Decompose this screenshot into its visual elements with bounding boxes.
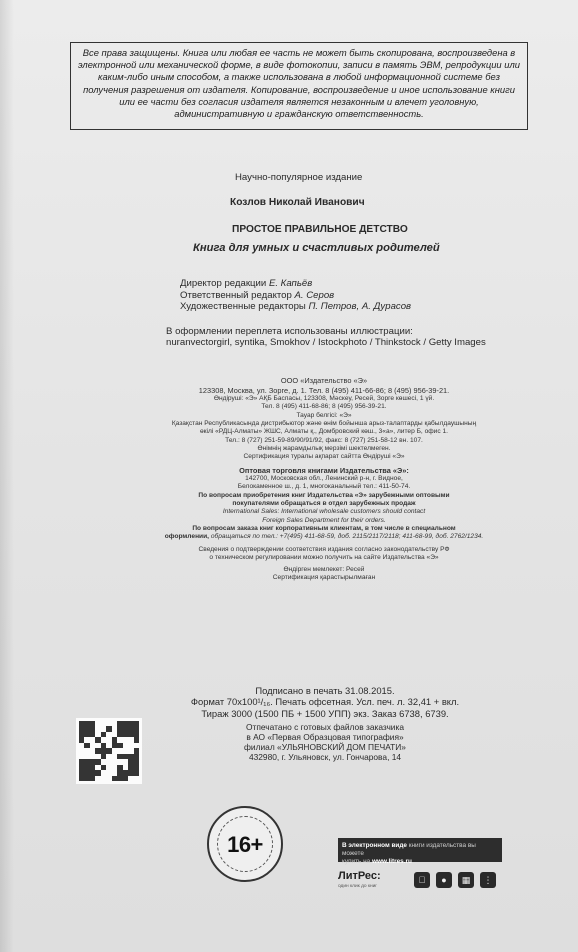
age-rating-text: 16+: [227, 832, 263, 857]
blackberry-icon: ⋮: [480, 872, 496, 888]
book-subtitle: Книга для умных и счастливых родителей: [193, 242, 440, 254]
copyright-notice-text: Все права защищены. Книга или любая ее часть не может быть скопирована, воспроизведена в электронной или механической форме, в виде фотокопии, записи в память ЭВМ, репродукции или каким-либо иным способом, а также использована в любой информационной системе без получения разрешения от издателя. Копирование, воспроизведение и иное использование книги или ее части без согласия издателя является незаконным и влечет уголовную, административную и гражданскую ответственность.: [78, 47, 520, 120]
credit-director: Директор редакции Е. Капьёв: [180, 278, 313, 289]
credit-art-editors: Художественные редакторы П. Петров, А. Дурасов: [180, 301, 412, 313]
litres-row: [338, 866, 502, 900]
qr-cell: [134, 776, 139, 781]
publisher-address: 123308, Москва, ул. Зорге, д. 1. Тел. 8 (495) 411-66-86; 8 (495) 956-39-21.: [198, 385, 450, 395]
illustrations-credit: В оформлении переплета использованы иллюстрации: nuranvectorgirl, syntika, Smokhov / Istockphoto / Thinkstock / Getty Images: [166, 326, 486, 349]
qr-code: [76, 718, 142, 784]
litres-logo: ЛитРес:: [338, 870, 381, 882]
apple-icon: [414, 872, 430, 888]
copyright-notice-box: [70, 42, 528, 130]
publisher-name: ООО «Издательство «Э»: [280, 376, 368, 385]
litres-link[interactable]: www.litres.ru: [372, 858, 412, 865]
publisher-imprint: ООО «Издательство «Э» 123308, Москва, ул. Зорге, д. 1. Тел. 8 (495) 411-66-86; 8 (495) 956-39-21. Өндіруші: «Э» АҚБ Баспасы, 123308, Мәскеу, Ресей, Зорге көшесі, 1 үй. Тел. 8 (495) 411-68-86; 8 (495) 956-39-21. Тауар белгісі: «Э» Қазақстан Республикасында дистрибьютор және өнім бойынша арыз-талаптарды қабылдаушының өкілі «РДЦ-Алматы» ЖШС, Алматы қ., Домбровский көш., 3«а», литер Б, офис 1. Тел.: 8 (727) 251-59-89/90/91/92, факс: 8 (727) 251-58-12 вн. 107. Өнімнің жарамдылық мерзімі шектелмеген. Сертификация туралы ақпарат сайтта Өндіруші «Э» Оптовая торговля книгами Издательства «Э»: 142700, Московская обл., Ленинский р-н, г. Видное, Белокаменное ш., д. 1, многоканальный тел.: 411-50-74. По вопросам приобретения книг Издательства «Э» зарубежными оптовыми покупателями обращаться в отдел зарубежных продаж International Sales: International wholesale customers should contact Foreign Sales Department for their orders. По вопросам заказа книг корпоративным клиентам, в том числе в специальном оформлении, обращаться по тел.: +7(495) 411-68-59, доб. 2115/2117/2118; 411-68-99, доб. 2762/1234. Сведения о подтверждении соответствия издания согласно законодательству РФ о техническом регулировании можно получить на сайте Издательства «Э» Өндірген мемлекет: Ресей Сертификация қарастырылмаған: [134, 376, 514, 583]
corporate-phone: оформлении, обращаться по тел.: +7(495) 411-68-59, доб. 2115/2117/2118; 411-68-99, доб. 2762/1234.: [164, 533, 484, 541]
author-name: Козлов Николай Иванович: [230, 197, 365, 208]
litres-tagline: один клик до книг: [338, 884, 378, 889]
android-icon: ●: [436, 872, 452, 888]
book-title: ПРОСТОЕ ПРАВИЛЬНОЕ ДЕТСТВО: [232, 224, 408, 235]
print-details: Подписано в печать 31.08.2015. Формат 70x100¹/₁₆. Печать офсетная. Усл. печ. л. 32,41 + вкл. Тираж 3000 (1500 ПБ + 1500 УПП) экз. Заказ 6738, 6739.: [190, 685, 460, 719]
genre-label: Научно-популярное издание: [235, 172, 363, 183]
ebook-banner: В электронном виде книги издательства вы можете купить на www.litres.ru: [338, 838, 502, 862]
credit-editor: Ответственный редактор А. Серов: [180, 289, 335, 301]
windows-icon: ▦: [458, 872, 474, 888]
wholesale-title: Оптовая торговля книгами Издательства «Э»:: [239, 465, 409, 475]
editorial-credits: [180, 278, 411, 313]
page-edge-shadow: [0, 0, 14, 952]
age-rating-badge: [207, 806, 283, 882]
printer-info: Отпечатано с готовых файлов заказчика в АО «Первая Образцовая типография» филиал «УЛЬЯНОВСКИЙ ДОМ ПЕЧАТИ» 432980, г. Ульяновск, ул. Гончарова, 14: [244, 722, 406, 762]
